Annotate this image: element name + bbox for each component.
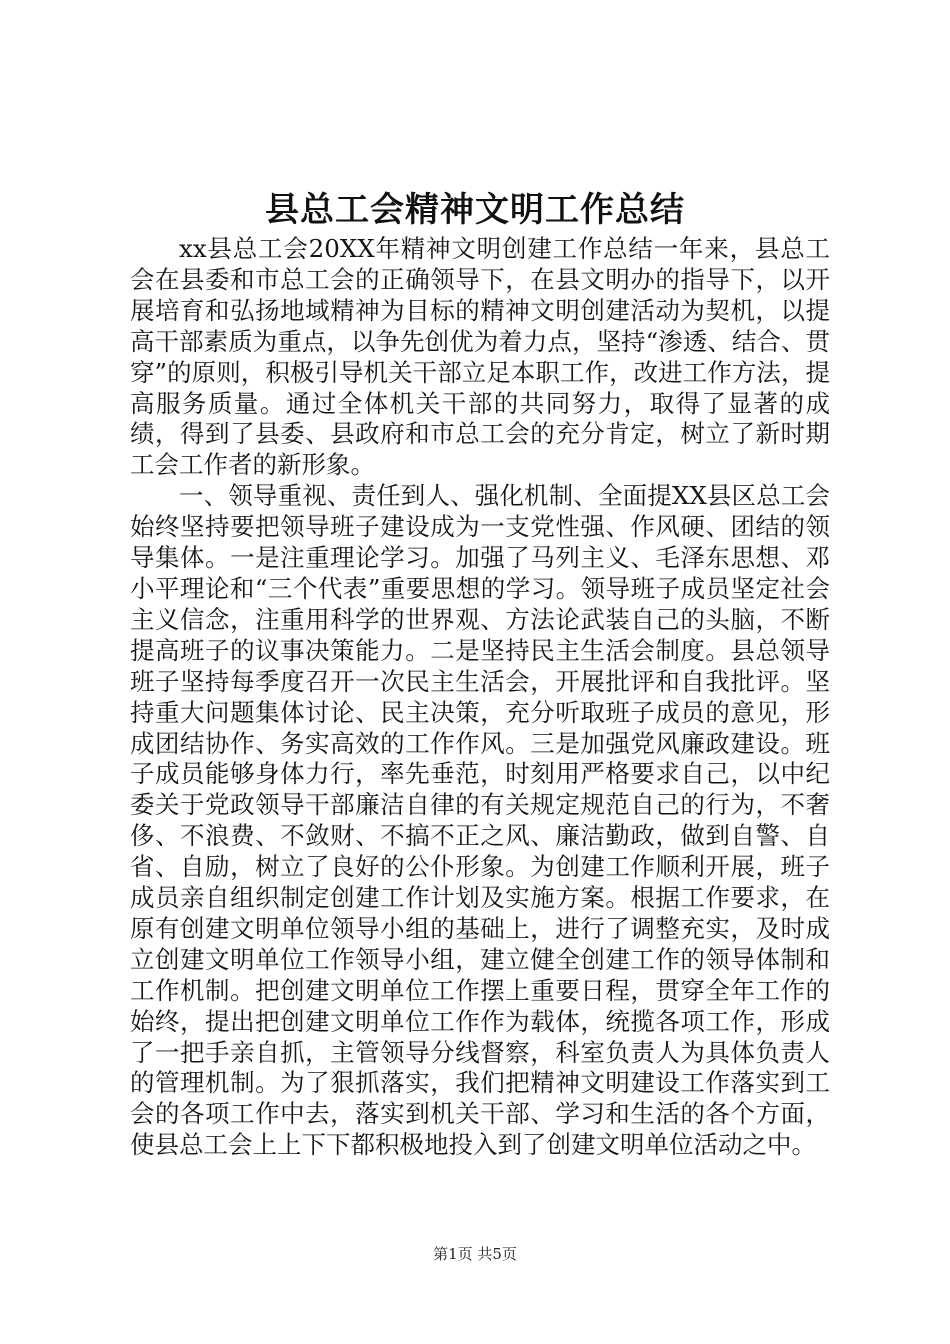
page-footer: 第1页 共5页 [433, 1245, 517, 1263]
paragraph-intro: xx县总工会20XX年精神文明创建工作总结一年来，县总工会在县委和市总工会的正确领导下，在县文明办的指导下，以开展培育和弘扬地域精神为目标的精神文明创建活动为契机，以提高干部素质为重点，以争先创优为着力点，坚持“渗透、结合、贯穿”的原则，积极引导机关干部立足本职工作，改进工作方法，提高服务质量。通过全体机关干部的共同努力，取得了显著的成绩，得到了县委、县政府和市总工会的充分肯定，树立了新时期工会工作者的新形象。 [130, 234, 830, 480]
document-body [130, 234, 830, 1161]
document-title: 县总工会精神文明工作总结 [265, 190, 685, 230]
paragraph-section-one: 一、领导重视、责任到人、强化机制、全面提XX县区总工会始终坚持要把领导班子建设成为一支党性强、作风硬、团结的领导集体。一是注重理论学习。加强了马列主义、毛泽东思想、邓小平理论和“三个代表”重要思想的学习。领导班子成员坚定社会主义信念，注重用科学的世界观、方法论武装自己的头脑，不断提高班子的议事决策能力。二是坚持民主生活会制度。县总领导班子坚持每季度召开一次民主生活会，开展批评和自我批评。坚持重大问题集体讨论、民主决策，充分听取班子成员的意见，形成团结协作、务实高效的工作作风。三是加强党风廉政建设。班子成员能够身体力行，率先垂范，时刻用严格要求自己，以中纪委关于党政领导干部廉洁自律的有关规定规范自己的行为，不奢侈、不浪费、不敛财、不搞不正之风、廉洁勤政，做到自警、自省、自励，树立了良好的公仆形象。为创建工作顺利开展，班子成员亲自组织制定创建工作计划及实施方案。根据工作要求，在原有创建文明单位领导小组的基础上，进行了调整充实，及时成立创建文明单位工作领导小组，建立健全创建工作的领导体制和工作机制。把创建文明单位工作摆上重要日程，贯穿全年工作的始终，提出把创建文明单位工作作为载体，统揽各项工作，形成了一把手亲自抓，主管领导分线督察，科室负责人为具体负责人的管理机制。为了狠抓落实，我们把精神文明建设工作落实到工会的各项工作中去，落实到机关干部、学习和生活的各个方面，使县总工会上上下下都积极地投入到了创建文明单位活动之中。 [130, 481, 830, 1160]
